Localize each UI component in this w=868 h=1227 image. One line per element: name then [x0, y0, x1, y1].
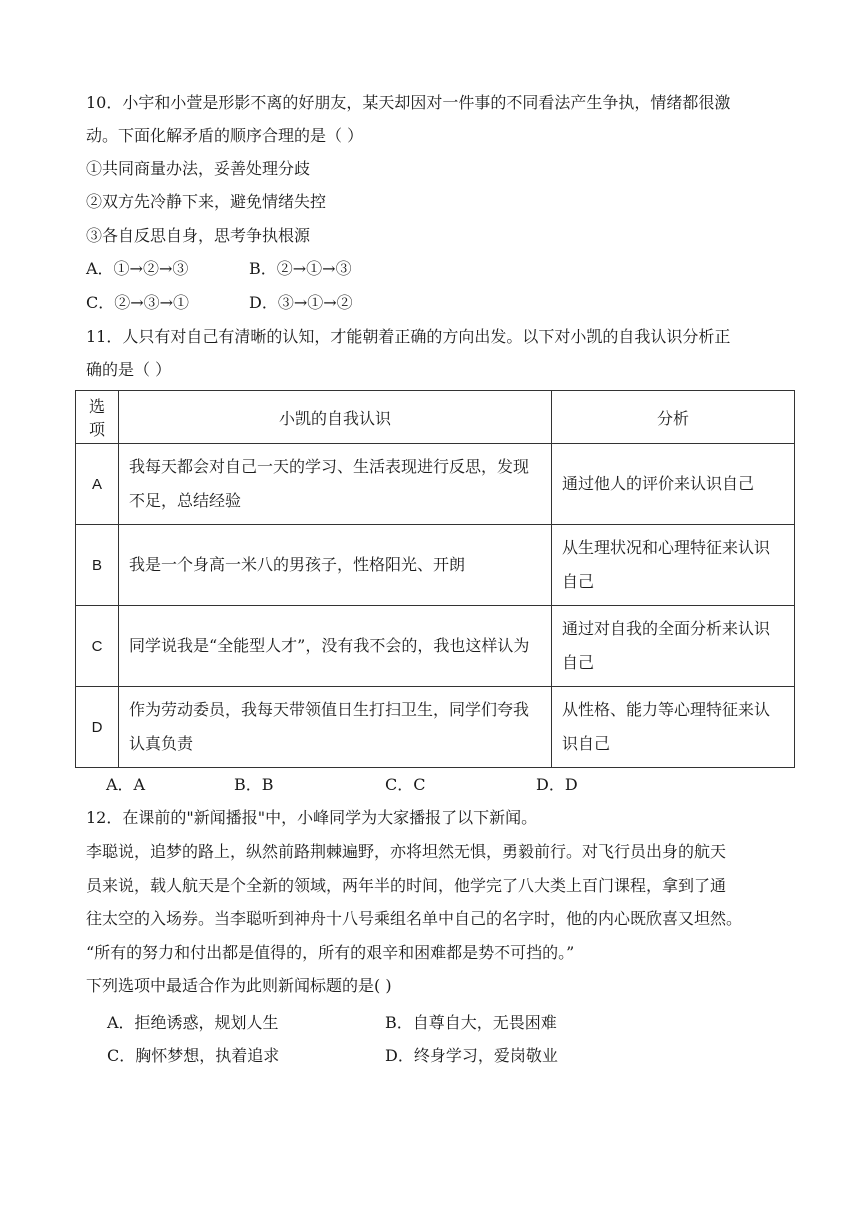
q10-option-c[interactable]: C．②→③→① [86, 293, 190, 312]
table-cell-option: D [76, 687, 119, 768]
table-cell-analysis: 通过他人的评价来认识自己 [552, 444, 795, 525]
table-row [76, 525, 795, 606]
q11-option-c[interactable]: C．C [385, 775, 426, 794]
q10-item-3: ③各自反思自身，思考争执根源 [86, 226, 311, 245]
q12-ask: 下列选项中最适合作为此则新闻标题的是( ) [86, 976, 392, 995]
table-header-option: 选项 [76, 391, 119, 444]
table-cell-option: C [76, 606, 119, 687]
q10-option-a[interactable]: A．①→②→③ [86, 259, 189, 278]
table-header-self: 小凯的自我认识 [119, 391, 552, 444]
q10-stem-line1: 10．小宇和小萱是形影不离的好朋友，某天却因对一件事的不同看法产生争执，情绪都很激 [86, 93, 731, 112]
q10-item-1: ①共同商量办法，妥善处理分歧 [86, 159, 311, 178]
table-cell-option: B [76, 525, 119, 606]
q12-news-line3: 往太空的入场券。当李聪听到神舟十八号乘组名单中自己的名字时，他的内心既欣喜又坦然。 [86, 909, 743, 928]
table-cell-analysis: 从生理状况和心理特征来认识自己 [552, 525, 795, 606]
table-header-row [76, 391, 795, 444]
table-cell-self: 我是一个身高一米八的男孩子，性格阳光、开朗 [119, 525, 552, 606]
q12-option-d[interactable]: D．终身学习，爱岗敬业 [385, 1046, 558, 1065]
table-cell-self: 我每天都会对自己一天的学习、生活表现进行反思，发现不足，总结经验 [119, 444, 552, 525]
table-cell-self: 同学说我是“全能型人才”，没有我不会的，我也这样认为 [119, 606, 552, 687]
q10-stem-line2: 动。下面化解矛盾的顺序合理的是（ ） [86, 126, 364, 145]
q11-stem-line2: 确的是（ ） [86, 360, 172, 379]
q11-option-a[interactable]: A．A [106, 775, 146, 794]
q12-news-line4: “所有的努力和付出都是值得的，所有的艰辛和困难都是势不可挡的。” [86, 943, 575, 962]
q10-option-b[interactable]: B．②→①→③ [249, 259, 352, 278]
q12-option-c[interactable]: C．胸怀梦想，执着追求 [107, 1046, 280, 1065]
table-row [76, 687, 795, 768]
table-cell-analysis: 通过对自我的全面分析来认识自己 [552, 606, 795, 687]
table-cell-self: 作为劳动委员，我每天带领值日生打扫卫生，同学们夸我认真负责 [119, 687, 552, 768]
q11-option-d[interactable]: D．D [536, 775, 578, 794]
table-row [76, 444, 795, 525]
q12-option-b[interactable]: B．自尊自大，无畏困难 [385, 1013, 557, 1032]
q12-option-a[interactable]: A．拒绝诱惑，规划人生 [107, 1013, 279, 1032]
q11-stem-line1: 11．人只有对自己有清晰的认知，才能朝着正确的方向出发。以下对小凯的自我认识分析正 [86, 327, 731, 346]
table-cell-analysis: 从性格、能力等心理特征来认识自己 [552, 687, 795, 768]
table-header-analysis: 分析 [552, 391, 795, 444]
q10-option-d[interactable]: D．③→①→② [249, 293, 353, 312]
q11-table [75, 390, 795, 768]
q12-news-line1: 李聪说，追梦的路上，纵然前路荆棘遍野，亦将坦然无惧，勇毅前行。对飞行员出身的航天 [86, 842, 727, 861]
table-cell-option: A [76, 444, 119, 525]
q11-option-b[interactable]: B．B [234, 775, 274, 794]
q10-item-2: ②双方先冷静下来，避免情绪失控 [86, 192, 327, 211]
q12-news-line2: 员来说，载人航天是个全新的领域，两年半的时间，他学完了八大类上百门课程，拿到了通 [86, 876, 727, 895]
q12-stem: 12．在课前的"新闻播报"中，小峰同学为大家播报了以下新闻。 [86, 808, 538, 827]
table-row [76, 606, 795, 687]
